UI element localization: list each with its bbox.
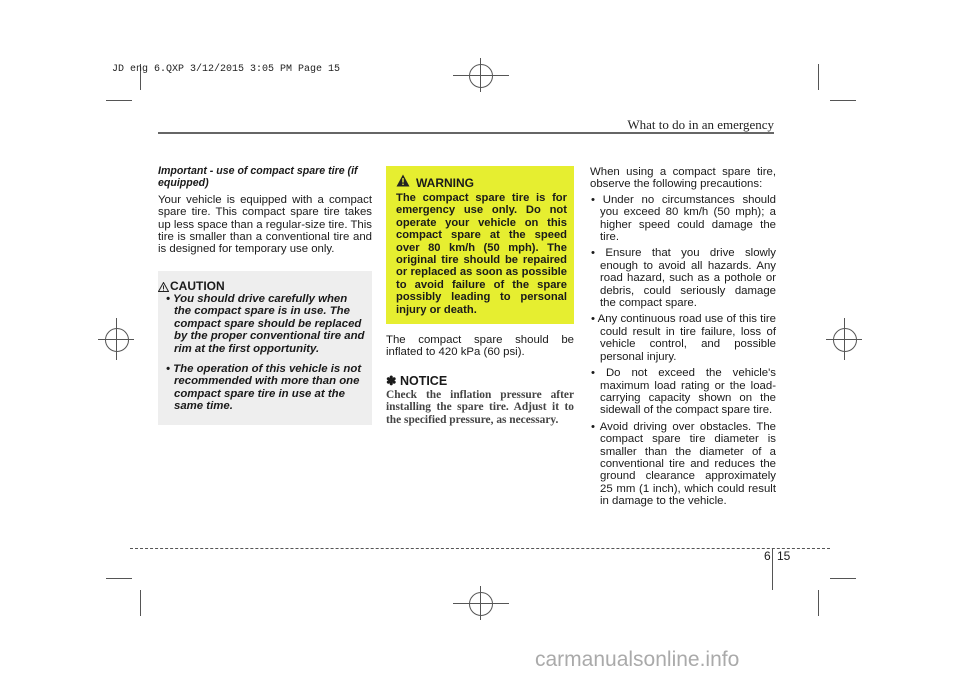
- caution-item: • You should drive carefully when the compact spare is in use. The compact spare should be replaced by the proper conventional tire and rim at the first opportunity.: [166, 293, 365, 355]
- crop-mark-br-v: [818, 590, 819, 616]
- crop-mark-bl-h: [106, 578, 132, 579]
- precautions-intro: When using a compact spare tire, observe the following precautions:: [590, 166, 776, 191]
- notice-text: Check the inflation pressure after installing the spare tire. Adjust it to the specified pressure, as necessary.: [386, 389, 574, 426]
- chapter-number: 6: [764, 549, 771, 563]
- registration-mark-right: [833, 328, 857, 352]
- registration-mark-bottom-h: [453, 603, 509, 604]
- warning-triangle-icon: [396, 174, 410, 192]
- registration-mark-left-v: [116, 318, 117, 360]
- column-3: [590, 166, 776, 512]
- compact-spare-subheading: Important - use of compact spare tire (if equipped): [158, 165, 358, 190]
- print-slug: JD eng 6.QXP 3/12/2015 3:05 PM Page 15: [112, 64, 341, 75]
- registration-mark-right-v: [844, 318, 845, 360]
- precaution-item: • Avoid driving over obstacles. The compact spare tire diameter is smaller than the diameter of a conventional tire and reduces the ground clearance approximately 25 mm (1 inch), which could result in damage to the vehicle.: [591, 420, 776, 508]
- crop-mark-bl-v: [140, 590, 141, 616]
- watermark: carmanualsonline.info: [535, 648, 740, 671]
- caution-item: • The operation of this vehicle is not recommended with more than one compact spare tire in use at the same time.: [166, 363, 362, 413]
- registration-mark-bottom-v: [480, 586, 481, 620]
- crop-mark-br-h: [830, 578, 856, 579]
- precaution-item: • Under no circumstances should you exceed 80 km/h (50 mph); a higher speed could damage the tire.: [591, 193, 777, 244]
- caution-list: [164, 293, 366, 421]
- compact-spare-intro: Your vehicle is equipped with a compact spare tire. This compact spare tire takes up less space than a regular-size tire. This tire is smaller than a conventional tire and is designed for temporary use only.: [158, 193, 372, 256]
- footer-rule: [130, 548, 830, 549]
- registration-mark-top-h: [453, 75, 509, 76]
- precaution-item: • Any continuous road use of this tire could result in tire failure, loss of vehicle control, and possible personal injury.: [591, 313, 776, 363]
- precautions-list: [590, 194, 776, 508]
- warning-box: [386, 166, 574, 324]
- caution-title: CAUTION: [170, 279, 225, 293]
- precaution-item: • Ensure that you drive slowly enough to avoid all hazards. Any road hazard, such as a pothole or debris, could seriously damage the compact spare.: [591, 247, 776, 310]
- page-number-divider: [772, 548, 773, 590]
- header-rule: [158, 132, 774, 134]
- crop-mark-tl-h: [106, 100, 132, 101]
- section-title: What to do in an emergency: [627, 117, 774, 132]
- warning-title: WARNING: [416, 176, 474, 190]
- registration-mark-top: [469, 64, 493, 88]
- warning-text: The compact spare tire is for emergency use only. Do not operate your vehicle on this compact spare at the speed over 80 km/h (50 mph). The original tire should be repaired or replaced as soon as possible to avoid failure of the spare possibly leading to personal injury or death.: [396, 192, 567, 316]
- registration-mark-top-v: [480, 58, 481, 92]
- inflation-text: The compact spare should be inflated to 420 kPa (60 psi).: [386, 334, 574, 359]
- page-number: 15: [777, 549, 791, 563]
- registration-mark-left: [105, 328, 129, 352]
- column-1: [158, 165, 372, 262]
- crop-mark-tr-h: [830, 100, 856, 101]
- crop-mark-tr-v: [818, 64, 819, 90]
- precaution-item: • Do not exceed the vehicle's maximum load rating or the load-carrying capacity shown on the sidewall of the compact spare tire.: [591, 367, 776, 417]
- registration-mark-bottom: [469, 592, 493, 616]
- caution-box: [158, 271, 372, 425]
- notice-title: ✽ NOTICE: [386, 374, 448, 388]
